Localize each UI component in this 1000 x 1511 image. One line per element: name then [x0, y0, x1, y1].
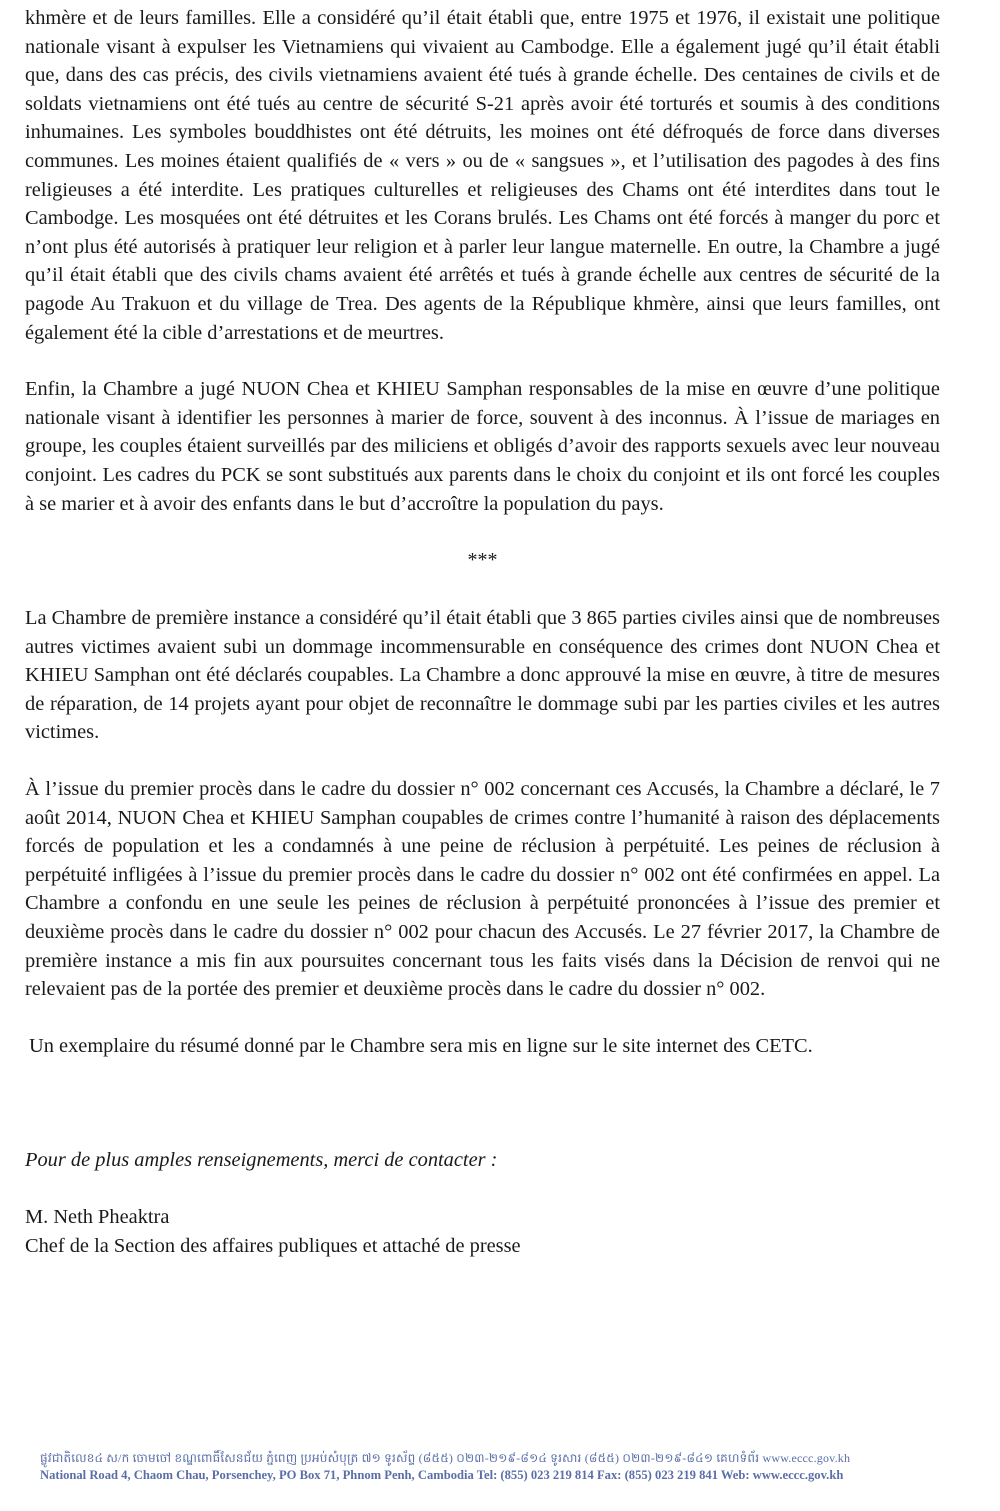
paragraph-reparations: La Chambre de première instance a considéré qu’il était établi que 3 865 parties civiles ainsi que de nombreuses autres victimes avaient subi un dommage incommensurable en conséquence des crimes dont NUON Chea et KHIEU Samphan ont été déclarés coupables. La Chambre a donc approuvé la mise en œuvre, à titre de mesures de réparation, de 14 projets ayant pour objet de reconnaître le dommage subi par les parties civiles et les autres victimes. [25, 607, 940, 744]
footer-english-address: National Road 4, Chaom Chau, Porsenchey, PO Box 71, Phnom Penh, Cambodia Tel: (855) 023 219 814 Fax: (855) 023 219 841 Web: www.eccc.gov.kh [40, 1468, 844, 1482]
paragraph-first-trial: À l’issue du premier procès dans le cadre du dossier n° 002 concernant ces Accusés, la Chambre a déclaré, le 7 août 2014, NUON Chea et KHIEU Samphan coupables de crimes contre l’humanité à raison des déplacements forcés de population et les a condamnés à une peine de réclusion à perpétuité. Les peines de réclusion à perpétuité infligées à l’issue du premier procès dans le cadre du dossier n° 002 ont été confirmées en appel. La Chambre a confondu en une seule les peines de réclusion à perpétuité prononcées à l’issue des premier et deuxième procès dans le cadre du dossier n° 002 pour chacun des Accusés. Le 27 février 2017, la Chambre de première instance a mis fin aux poursuites concernant tous les faits visés dans la Décision de renvoi qui ne relevaient pas de la portée des premier et deuxième procès dans le cadre du dossier n° 002. [25, 778, 940, 1001]
paragraph-forced-marriage: Enfin, la Chambre a jugé NUON Chea et KHIEU Samphan responsables de la mise en œuvre d’une politique nationale visant à identifier les personnes à marier de force, souvent à des inconnus. À l’issue de mariages en groupe, les couples étaient surveillés par des miliciens et obligés d’avoir des rapports sexuels avec leur nouveau conjoint. Les cadres du PCK se sont substitués aux parents dans le choix du conjoint et ils ont forcé les couples à se marier et à avoir des enfants dans le but d’accroître la population du pays. [25, 378, 940, 515]
section-separator: *** [467, 549, 498, 572]
paragraph-persecution: khmère et de leurs familles. Elle a considéré qu’il était établi que, entre 1975 et 1976, il existait une politique nationale visant à expulser les Vietnamiens qui vivaient au Cambodge. Elle a également jugé qu’il était établi que, dans des cas précis, des civils vietnamiens avaient été tués à grande échelle. Des centaines de civils et de soldats vietnamiens ont été tués au centre de sécurité S-21 après avoir été torturés et soumis à des conditions inhumaines. Les symboles bouddhistes ont été détruits, les moines ont été défroqués de force dans diverses communes. Les moines étaient qualifiés de « vers » ou de « sangsues », et l’utilisation des pagodes à des fins religieuses a été interdite. Les pratiques culturelles et religieuses des Chams ont été interdites dans tout le Cambodge. Les mosquées ont été détruites et les Corans brulés. Les Chams ont été forcés à manger du porc et n’ont plus été autorisés à pratiquer leur religion et à parler leur langue maternelle. En outre, la Chambre a jugé qu’il était établi que des civils chams avaient été arrêtés et tués à grande échelle aux centres de sécurité de la pagode Au Trakuon et du village de Trea. Des agents de la République khmère, ainsi que leurs familles, ont également été la cible d’arrestations et de meurtres. [25, 7, 940, 344]
footer-khmer-address: ផ្លូវជាតិលេខ៤ ស/ក ចោមចៅ ខណ្ឌពោធិ៍សែនជ័យ ភ្នំពេញ ប្រអប់សំបុត្រ ៧១ ទូរស័ព្ទ (៨៥៥) ០២៣-២១៩-៨១៤ ទូរសារ (៨៥៥) ០២៣-២១៩-៨៤១ គេហទំព័រ www.eccc.gov.kh [40, 1451, 851, 1465]
document-body [25, 4, 940, 1260]
contact-role: Chef de la Section des affaires publiques et attaché de presse [25, 1234, 521, 1257]
paragraph-summary-online: Un exemplaire du résumé donné par le Chambre sera mis en ligne sur le site internet des CETC. [29, 1034, 813, 1057]
contact-name: M. Neth Pheaktra [25, 1206, 170, 1228]
page-footer [40, 1450, 920, 1484]
contact-lead: Pour de plus amples renseignements, merci de contacter : [25, 1149, 498, 1172]
